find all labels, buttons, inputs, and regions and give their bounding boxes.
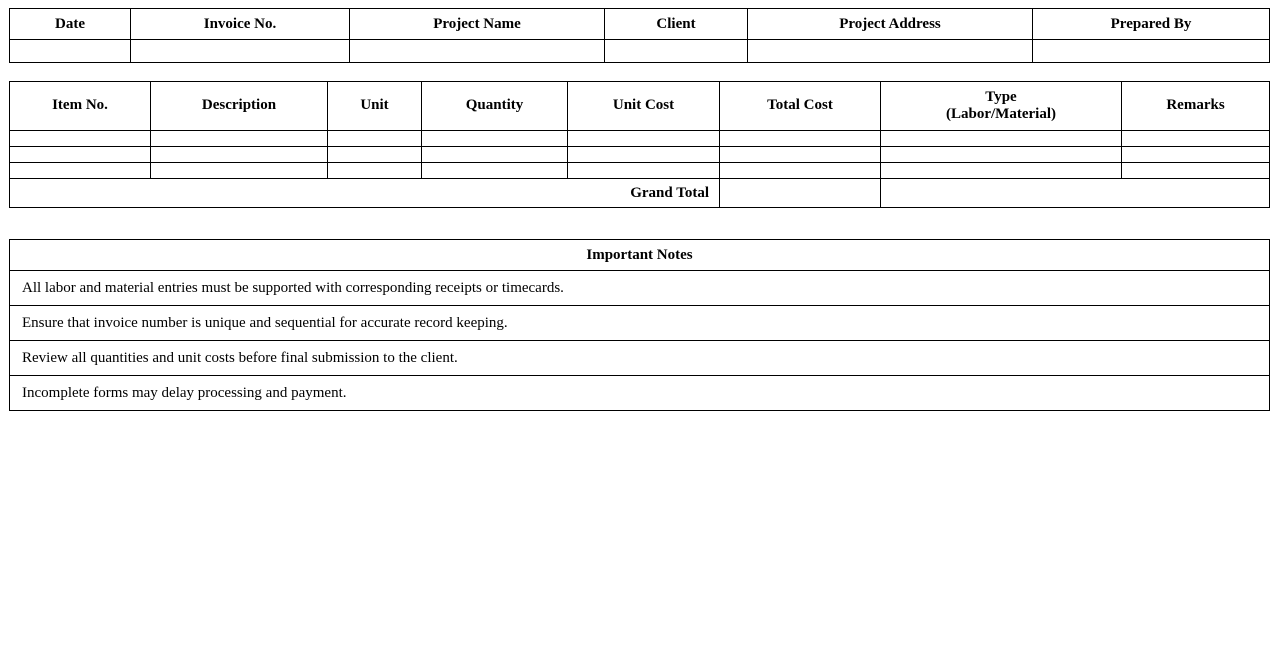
input-cell-prepared-by[interactable]: [1033, 40, 1270, 63]
input-cell-remarks[interactable]: [1122, 131, 1270, 147]
table-row: [10, 40, 1270, 63]
input-cell-project-name[interactable]: [350, 40, 605, 63]
grand-total-row: [10, 179, 1270, 208]
input-cell-quantity[interactable]: [422, 131, 568, 147]
note-text: All labor and material entries must be supported with corresponding receipts or timecards.: [10, 271, 1270, 306]
input-cell-unit-cost[interactable]: [568, 131, 720, 147]
header-cell-total-cost: Total Cost: [720, 82, 881, 131]
table-row: [10, 163, 1270, 179]
important-notes-table: [9, 239, 1270, 411]
input-cell-type[interactable]: [881, 163, 1122, 179]
input-cell-item-no[interactable]: [10, 131, 151, 147]
input-cell-unit[interactable]: [328, 147, 422, 163]
header-cell-invoice-no: Invoice No.: [131, 9, 350, 40]
input-cell-unit-cost[interactable]: [568, 147, 720, 163]
input-cell-client[interactable]: [605, 40, 748, 63]
input-cell-description[interactable]: [151, 147, 328, 163]
table-row: [10, 147, 1270, 163]
header-cell-quantity: Quantity: [422, 82, 568, 131]
input-cell-total-cost[interactable]: [720, 163, 881, 179]
input-cell-invoice-no[interactable]: [131, 40, 350, 63]
table-header-row: [10, 9, 1270, 40]
header-cell-type-line1: Type: [985, 88, 1017, 105]
input-cell-quantity[interactable]: [422, 163, 568, 179]
header-cell-client: Client: [605, 9, 748, 40]
header-cell-remarks: Remarks: [1122, 82, 1270, 131]
header-cell-project-address: Project Address: [748, 9, 1033, 40]
note-text: Incomplete forms may delay processing and payment.: [10, 376, 1270, 411]
input-cell-remarks[interactable]: [1122, 147, 1270, 163]
input-cell-unit[interactable]: [328, 163, 422, 179]
header-cell-prepared-by: Prepared By: [1033, 9, 1270, 40]
input-cell-remarks[interactable]: [1122, 163, 1270, 179]
input-cell-total-cost[interactable]: [720, 131, 881, 147]
list-item: [10, 306, 1270, 341]
header-cell-item-no: Item No.: [10, 82, 151, 131]
project-info-table: [9, 8, 1270, 63]
input-cell-project-address[interactable]: [748, 40, 1033, 63]
list-item: [10, 271, 1270, 306]
grand-total-value[interactable]: [720, 179, 881, 208]
header-cell-project-name: Project Name: [350, 9, 605, 40]
input-cell-date[interactable]: [10, 40, 131, 63]
notes-title: Important Notes: [10, 240, 1270, 271]
grand-total-label: Grand Total: [10, 179, 720, 208]
header-cell-type: [881, 82, 1122, 131]
input-cell-type[interactable]: [881, 147, 1122, 163]
input-cell-type[interactable]: [881, 131, 1122, 147]
note-text: Review all quantities and unit costs before final submission to the client.: [10, 341, 1270, 376]
input-cell-description[interactable]: [151, 163, 328, 179]
table-row: [10, 131, 1270, 147]
input-cell-unit-cost[interactable]: [568, 163, 720, 179]
header-cell-description: Description: [151, 82, 328, 131]
input-cell-unit[interactable]: [328, 131, 422, 147]
list-item: [10, 341, 1270, 376]
table-header-row: [10, 82, 1270, 131]
notes-header-row: [10, 240, 1270, 271]
note-text: Ensure that invoice number is unique and sequential for accurate record keeping.: [10, 306, 1270, 341]
input-cell-total-cost[interactable]: [720, 147, 881, 163]
input-cell-item-no[interactable]: [10, 147, 151, 163]
input-cell-quantity[interactable]: [422, 147, 568, 163]
list-item: [10, 376, 1270, 411]
header-cell-unit: Unit: [328, 82, 422, 131]
header-cell-date: Date: [10, 9, 131, 40]
input-cell-item-no[interactable]: [10, 163, 151, 179]
grand-total-extra[interactable]: [881, 179, 1270, 208]
line-items-table: [9, 81, 1270, 208]
header-cell-unit-cost: Unit Cost: [568, 82, 720, 131]
input-cell-description[interactable]: [151, 131, 328, 147]
header-cell-type-line2: (Labor/Material): [946, 106, 1056, 122]
